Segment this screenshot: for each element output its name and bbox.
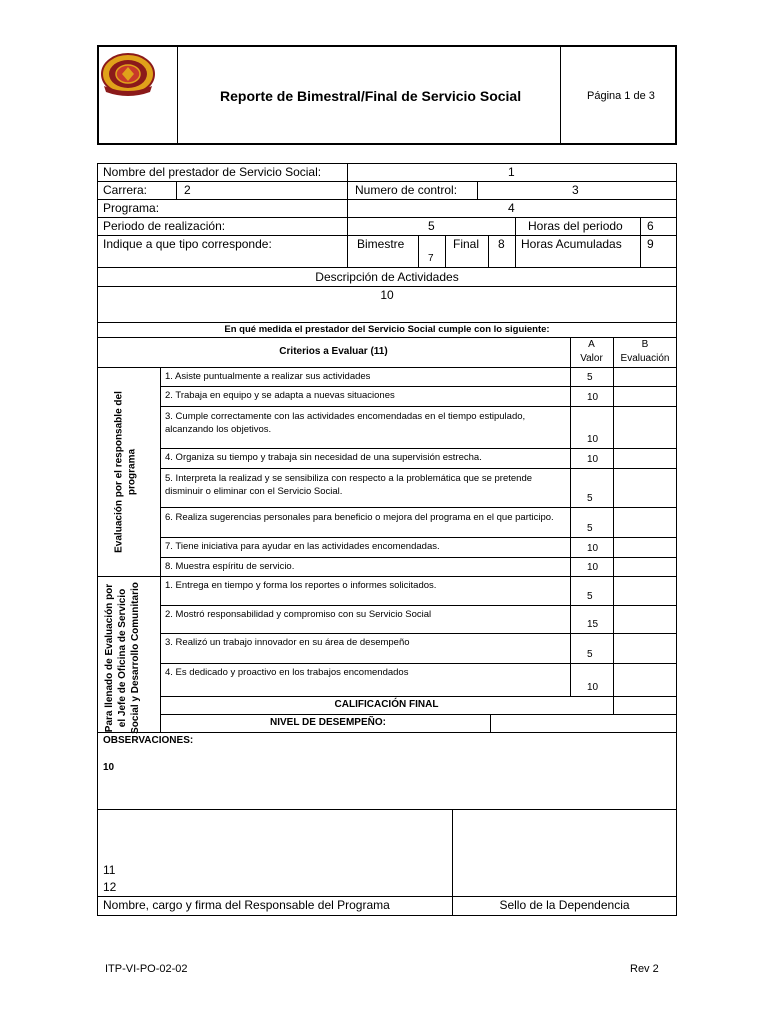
criterion-text: 8. Muestra espíritu de servicio.: [165, 561, 295, 572]
final-label: Final: [453, 237, 480, 251]
criterion-valor: 5: [587, 493, 593, 504]
info-row-line: [97, 199, 677, 200]
firmas-line: [97, 896, 677, 897]
horas-periodo-label: Horas del periodo: [528, 219, 623, 233]
criterion-evaluacion-input[interactable]: [614, 387, 676, 406]
col-b-label: Evaluación: [620, 353, 670, 364]
info-col-line: [176, 181, 177, 199]
nombre-value[interactable]: 1: [508, 165, 515, 179]
sello-field[interactable]: [453, 810, 676, 895]
row-divider: [160, 633, 677, 634]
info-col-line: [445, 235, 446, 268]
eval-line: [97, 337, 677, 338]
criterion-evaluacion-input[interactable]: [614, 538, 676, 557]
control-label: Numero de control:: [355, 183, 458, 197]
criterion-evaluacion-input[interactable]: [614, 664, 676, 696]
eval-line: [97, 576, 160, 577]
col-b-letter: B: [641, 339, 649, 350]
firma-responsable-field[interactable]: [98, 810, 451, 895]
criterion-evaluacion-input[interactable]: [614, 508, 676, 537]
criterion-valor: 10: [587, 434, 599, 445]
header-divider-left: [177, 45, 178, 145]
info-row-line: [97, 217, 677, 218]
row-divider: [160, 663, 677, 664]
horas-acum-value[interactable]: 9: [647, 237, 654, 251]
observaciones-label: OBSERVACIONES:: [103, 735, 194, 746]
row-divider: [160, 468, 677, 469]
criterion-text: 3. Cumple correctamente con las actividades encomendadas en el tiempo estipulado, alcanzando los objetivos.: [165, 411, 526, 435]
group1-label: Evaluación por el responsable del programa: [113, 391, 138, 553]
criterion-valor: 5: [587, 372, 593, 383]
eval-col-line: [160, 367, 161, 733]
row-divider: [160, 605, 677, 606]
criterion-text: 6. Realiza sugerencias personales para beneficio o mejora del programa en el que participo.: [165, 512, 554, 523]
criterion-valor: 5: [587, 649, 593, 660]
criterion-valor: 15: [587, 619, 599, 630]
col-a-letter: A: [588, 339, 595, 350]
criterion-evaluacion-input[interactable]: [614, 577, 676, 605]
final-value[interactable]: 8: [498, 237, 505, 251]
info-col-line: [515, 217, 516, 268]
eval-col-line: [570, 337, 571, 696]
criterion-text: 2. Trabaja en equipo y se adapta a nuevas situaciones: [165, 390, 395, 401]
info-col-line: [347, 163, 348, 268]
criterion-evaluacion-input[interactable]: [614, 634, 676, 663]
row-divider: [160, 537, 677, 538]
revision: Rev 2: [630, 963, 659, 975]
criterion-valor: 10: [587, 682, 599, 693]
periodo-label: Periodo de realización:: [103, 219, 226, 233]
criterion-valor: 5: [587, 591, 593, 602]
info-row-line: [97, 181, 677, 182]
criterion-text: 5. Interpreta la realizad y se sensibiliza con respecto a la problemática que se pretende disminuir o eliminar con el Servicio Social.: [165, 473, 533, 497]
info-col-line: [488, 235, 489, 268]
info-col-line: [418, 235, 419, 268]
tipo-label: Indique a que tipo corresponde:: [103, 237, 272, 251]
criterion-evaluacion-input[interactable]: [614, 368, 676, 386]
calificacion-final-label: CALIFICACIÓN FINAL: [334, 699, 439, 710]
bimestre-label: Bimestre: [357, 237, 405, 251]
control-value[interactable]: 3: [572, 183, 579, 197]
row-divider: [160, 386, 677, 387]
calificacion-final-field[interactable]: [614, 697, 676, 713]
actividades-title: Descripción de Actividades: [315, 270, 459, 284]
info-col-line: [477, 181, 478, 199]
nivel-desempeno-field[interactable]: [491, 715, 676, 732]
criterion-evaluacion-input[interactable]: [614, 558, 676, 576]
criterion-valor: 5: [587, 523, 593, 534]
criterion-valor: 10: [587, 392, 599, 403]
header-divider-right: [560, 45, 561, 145]
programa-value[interactable]: 4: [508, 201, 515, 215]
carrera-label: Carrera:: [103, 183, 148, 197]
col-a-label: Valor: [580, 353, 603, 364]
evaluation-intro: En qué medida el prestador del Servicio Social cumple con lo siguiente:: [224, 324, 550, 335]
row-divider: [160, 448, 677, 449]
criterios-header: Criterios a Evaluar (11): [279, 346, 388, 357]
firma-line-11: 11: [103, 863, 116, 877]
nivel-desempeno-label: NIVEL DE DESEMPEÑO:: [270, 717, 386, 728]
info-col-line: [640, 217, 641, 268]
periodo-value[interactable]: 5: [428, 219, 435, 233]
criterion-valor: 10: [587, 543, 599, 554]
observaciones-value[interactable]: 10: [103, 762, 115, 773]
institution-seal-logo: [98, 50, 158, 98]
responsable-label: Nombre, cargo y firma del Responsable del Programa: [103, 898, 390, 912]
programa-label: Programa:: [103, 201, 160, 215]
criterion-text: 2. Mostró responsabilidad y compromiso con su Servicio Social: [165, 609, 432, 620]
info-row-line: [97, 235, 677, 236]
eval-line: [97, 367, 677, 368]
criterion-evaluacion-input[interactable]: [614, 407, 676, 448]
criterion-text: 3. Realizó un trabajo innovador en su área de desempeño: [165, 637, 410, 648]
criterion-valor: 10: [587, 454, 599, 465]
row-divider: [160, 576, 677, 577]
page-number: Página 1 de 3: [587, 90, 655, 102]
criterion-text: 4. Organiza su tiempo y trabaja sin necesidad de una supervisión estrecha.: [165, 452, 482, 463]
criterion-evaluacion-input[interactable]: [614, 606, 676, 633]
criterion-text: 1. Asiste puntualmente a realizar sus actividades: [165, 371, 371, 382]
nombre-label: Nombre del prestador de Servicio Social:: [103, 165, 322, 179]
document-code: ITP-VI-PO-02-02: [105, 963, 188, 975]
row-divider: [160, 557, 677, 558]
carrera-value[interactable]: 2: [184, 183, 191, 197]
horas-periodo-value[interactable]: 6: [647, 219, 654, 233]
criterion-text: 1. Entrega en tiempo y forma los reportes o informes solicitados.: [165, 580, 437, 591]
criterion-text: 4. Es dedicado y proactivo en los trabajos encomendados: [165, 667, 409, 678]
actividades-value[interactable]: 10: [380, 288, 394, 302]
actividades-line: [97, 286, 677, 287]
group2-label: Para llenado de Evaluación por el Jefe de Oficina de Servicio Social y Desarrollo Comunitario: [104, 582, 141, 734]
row-divider: [160, 507, 677, 508]
bimestre-value[interactable]: 7: [428, 253, 434, 264]
horas-acum-label: Horas Acumuladas: [521, 237, 622, 251]
sello-label: Sello de la Dependencia: [499, 898, 630, 912]
criterion-valor: 10: [587, 562, 599, 573]
row-divider: [160, 406, 677, 407]
criterion-evaluacion-input[interactable]: [614, 469, 676, 507]
document-title: Reporte de Bimestral/Final de Servicio Social: [220, 88, 522, 104]
firma-line-12: 12: [103, 880, 117, 894]
criterion-evaluacion-input[interactable]: [614, 449, 676, 468]
criterion-text: 7. Tiene iniciativa para ayudar en las actividades encomendadas.: [165, 541, 440, 552]
row-divider: [160, 696, 677, 697]
